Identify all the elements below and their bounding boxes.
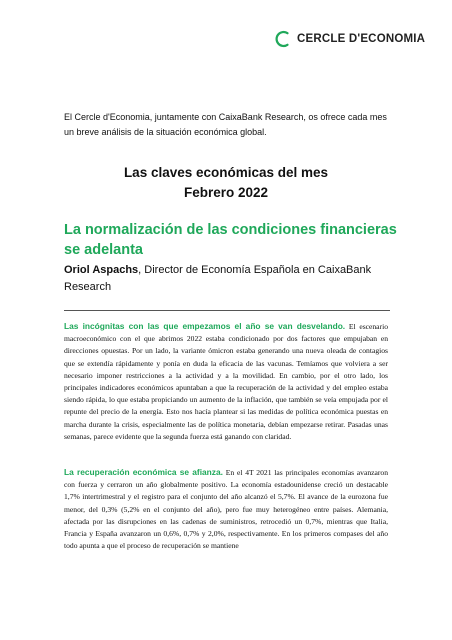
main-title-line2: Febrero 2022	[183, 185, 269, 200]
author-role: , Director de Economía Española en CaixaBank Research	[64, 264, 372, 293]
paragraph	[64, 320, 388, 443]
paragraph-body: El escenario macroeconómico con el que abrimos 2022 estaba condicionado por dos factores que empujaban en direcciones opuestas. Por un lado, la variante ómicron estaba generando una nueva oleada de contagios que se extendía rápidamente y ponía en duda la eficacia de las vacunas. Temíamos que volviera a ser necesario imponer restricciones a la actividad y a la movilidad. En cambio, por el otro lado, los principales indicadores económicos apuntaban a que la recuperación de la actividad y del empleo estaba siendo rápida, lo que estaba propiciando un aumento de la inflación, que también se veía empujada por el repunte del precio de la energía. Esto nos hacía plantear si las medidas de política económica puestas en marcha durante la crisis, especialmente las de política monetaria, debían empezarse retirar. Pasadas unas semanas, parece evidente que la segunda fuerza está ganando con claridad.	[64, 322, 388, 441]
author-line	[64, 262, 394, 296]
author-name: Oriol Aspachs	[64, 264, 139, 276]
main-title	[0, 163, 452, 203]
paragraph-body: En el 4T 2021 las principales economías avanzaron con fuerza y cerraron un año globalmente positivo. La economía estadounidense creció un destacable 1,7% intertrimestral y el registro para el conjunto del año alcanzó el 5,7%. El avance de la eurozona fue menor, del 0,3% (5,2% en el conjunto del año), pero fue muy heterogéneo entre países. Alemania, afectada por las disrupciones en las cadenas de suministros, retrocedió un 0,7%, mientras que Italia, Francia y España avanzaron un 0,6%, 0,7% y 2,0%, respectivamente. En los primeros compases del año todo apunta a que el proceso de recuperación se mantiene	[64, 468, 389, 551]
paragraph	[64, 466, 388, 552]
paragraph-lead: Las incógnitas con las que empezamos el año se van desvelando.	[64, 321, 346, 331]
section-divider	[64, 310, 390, 311]
logo-text: CERCLE D'ECONOMIA	[297, 33, 426, 45]
main-title-line1: Las claves económicas del mes	[123, 165, 329, 180]
article-title: La normalización de las condiciones financieras se adelanta	[64, 222, 397, 258]
crescent-arc-icon	[274, 30, 292, 48]
brand-logo	[274, 30, 425, 48]
intro-text: El Cercle d'Economia, juntamente con CaixaBank Research, os ofrece cada mes un breve análisis de la situación económica global.	[64, 112, 387, 137]
paragraph-lead: La recuperación económica se afianza.	[64, 467, 223, 477]
